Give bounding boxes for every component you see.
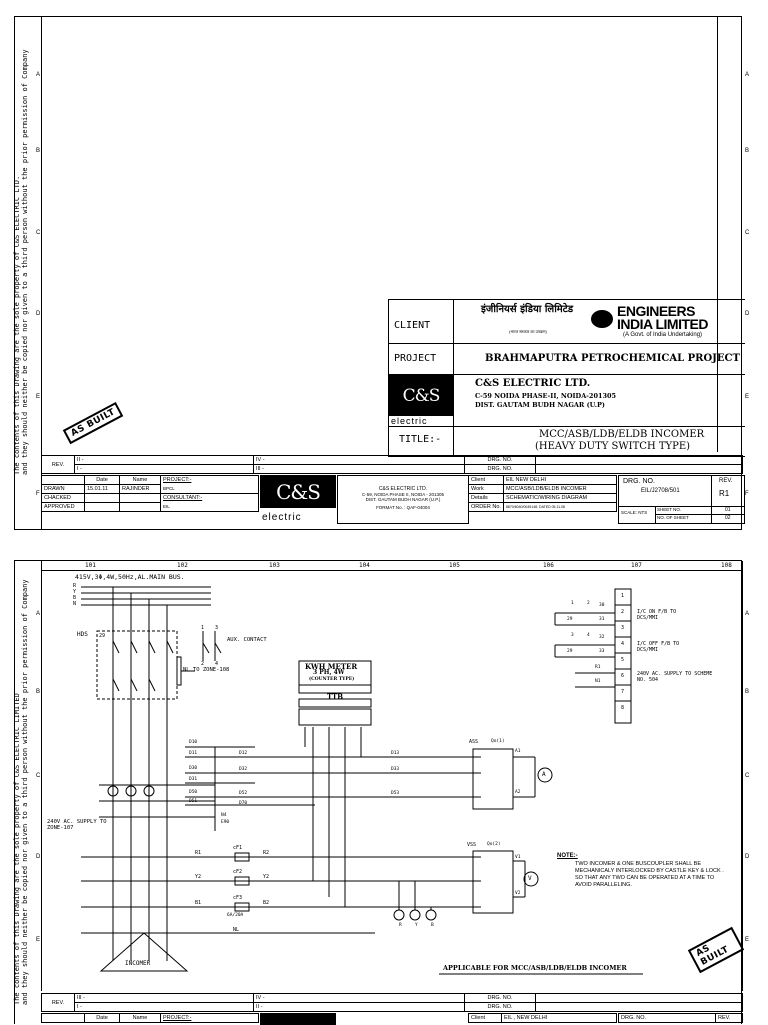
drg-no-label: DRG. NO. [465,994,536,1003]
ass-box [473,749,513,809]
no-of-sheet: 02 [725,515,731,521]
details-key: Details [469,494,504,503]
column-number: 108 [721,562,732,569]
row-marker: E [745,937,750,943]
wire-label: D53 [391,791,400,796]
drawn-label: DRAWN [42,485,85,494]
rev-label: REV. [42,456,75,474]
hds-label: HDS [77,631,88,638]
column-number: 107 [631,562,642,569]
fuse-label: cF1 [233,845,243,851]
rev-row: II - [75,456,254,465]
project-value: BPCL [161,485,259,494]
note-title: NOTE:- [557,853,578,859]
wire-label: D70 [239,801,248,806]
fuse-label: cF3 [233,895,243,901]
terminal-number: 6 [621,673,625,679]
rev-value: R1 [719,489,730,498]
vss-qty: Qo(2) [487,842,501,847]
switch-num: 29 [567,617,573,622]
row-marker: E [36,394,41,400]
kwh-sub2: (COUNTER TYPE) [309,677,355,682]
row-marker: B [36,689,41,695]
wire-label: D51 [189,799,198,804]
aux-num: 3 [215,625,219,631]
row-marker: E [36,937,41,943]
lamp-icon [410,910,420,920]
approval-table-2 [41,1013,259,1023]
drg-no-head: DRG. NO. [619,1014,716,1023]
row-marker: B [745,148,750,154]
switch-num: 29 [567,649,573,654]
rev-label: REV. [42,994,75,1012]
client-key: Client [469,476,504,485]
col-date: Date [85,476,120,485]
fuse-label: cF2 [233,869,243,875]
column-number: 106 [543,562,554,569]
terminal-number: 4 [621,641,625,647]
wire-label: D10 [189,740,198,745]
v-label: V1 [515,855,521,860]
lamp-icon [426,910,436,920]
company-small-addr1: C-59, NOIDA PHASE II, NOIDA - 201305 [361,492,445,497]
wire-label: D30 [189,766,198,771]
eil-name-line1: ENGINEERS [617,303,695,319]
lamp-label: Y [415,923,418,928]
aux-num: 4 [215,661,219,667]
row-marker: A [745,72,750,78]
note-text: TWO INCOMER & ONE BUSCOUPLER SHALL BE MECHANICALY INTERLOCKED BY CASTLE KEY & LOCK . SO THAT ANY TWO CAN BE OPERATED AT A TIME TO AVOID PARALLELING. [575,861,724,888]
title-line-1: MCC/ASB/LDB/ELDB INCOMER [539,429,705,440]
eil-name-line2: INDIA LIMITED [617,316,708,332]
approved-label: APPROVED [42,503,85,512]
rev-row: IV - [254,456,465,465]
row-marker: F [745,491,749,497]
row-marker: D [36,311,41,317]
rev-head: REV. [716,1014,743,1023]
switch-num: 4 [587,633,590,638]
client-value: EIL , NEW DELHI [502,1014,617,1023]
schematic-sheet [13,560,750,1024]
row-marker: D [745,311,750,317]
eil-hindi-sub: (भारत सरकार का उपक्रम) [509,329,547,334]
terminal-number: 8 [621,705,625,711]
wire-label: D11 [189,751,198,756]
wire-label: D52 [239,791,248,796]
fuse-right: R2 [263,850,270,856]
rev-row: III - [254,465,465,474]
row-marker: F [36,491,40,497]
client-label: CLIENT [394,320,431,331]
ic-off-note: I/C OFF F/B TO DCS/MMI [637,641,680,653]
work-info-table-2 [468,1013,617,1023]
column-number: 103 [269,562,280,569]
ic-on-note: I/C ON F/B TO DCS/MMI [637,609,677,621]
drg-no-label: DRG. NO. [465,465,536,474]
copyright-line-1: The contents of this Drawing are the sole property of C&S ELECTRIC LIMITED [13,693,21,1005]
cs-logo [389,375,453,416]
client-key: Client [469,1014,502,1023]
a-label: A2 [515,790,521,795]
drawn-name: RAJINDER [120,485,161,494]
column-number: 105 [449,562,460,569]
phase-label: N [73,601,77,607]
rev-row: II - [254,1003,465,1012]
fuse-rating: 6A/20A [227,913,244,918]
cs-logo-text: C&S [402,385,440,406]
col-name: Name [120,476,161,485]
details-value: SCHEMATIC/WIRING DIAGRAM [503,494,616,503]
terminal-number: 3 [621,625,625,631]
column-number: 102 [177,562,188,569]
n4-label: N4 [221,813,227,818]
row-marker: C [36,773,41,779]
eil-logo [481,304,731,342]
row-marker: C [36,230,41,236]
e90-label: E90 [221,820,230,825]
no-of-sheet-label: NO. OF SHEET [657,515,689,520]
switch-num: 1 [571,601,574,606]
ammeter-label: A [542,771,546,778]
drg-no-block [618,475,745,524]
fuse-right: Y2 [263,874,270,880]
row-marker: B [745,689,750,695]
voltmeter-label: V [528,875,532,882]
switch-num: 32 [599,635,605,640]
row-marker: A [745,611,750,617]
phase-label: Y [73,589,77,595]
company-small-block [337,475,469,524]
incomer-label: INCOMER [125,960,151,967]
cover-sheet [13,16,750,530]
eil-sub: (A Govt. of India Undertaking) [623,332,703,338]
a-label: A1 [515,749,521,754]
wire-label: D12 [239,751,248,756]
company-small-addr2: DIST. GAUTAM BUDH NAGAR (U.P.) [365,497,441,502]
drg-no-label: DRG. NO. [465,456,536,465]
phase-label: R [73,583,77,589]
kwh-title: KWH METER [305,662,358,671]
vss-box [473,851,513,913]
wire-label: D31 [189,777,198,782]
terminal-number: 2 [621,609,625,615]
kwh-sub: 3 PH, 4W [313,669,345,676]
row-marker: D [745,854,750,860]
switch-num: N1 [595,679,601,684]
switch-num: 3 [571,633,574,638]
copyright-line-1: The contents of this Drawing are the sole property of C&S ELECTRIC LTD. [13,175,21,475]
column-number: 101 [85,562,96,569]
copyright-line-2: and they should neither be copied nor given to a third person without the prior permission of Company [21,49,29,475]
to-zone-108: NL TO ZONE-108 [183,667,230,673]
rev-row: I - [75,1003,254,1012]
drawn-date: 15.01.11 [85,485,120,494]
copyright-line-2: and they should neither be copied nor given to a third person without the prior permission of Company [21,579,29,1005]
hds-box [97,631,177,699]
consultant-label: CONSULTANT:- [161,494,259,503]
row-marker: E [745,394,750,400]
ttb-label: TTB [327,692,344,701]
cs-logo-small-sub: electric [262,512,302,523]
wire-label: D32 [239,767,248,772]
title-label: TITLE:- [399,434,442,445]
cs-logo-small-text: C&S [276,479,320,504]
phase-label: B [73,595,77,601]
order-key: ORDER No. [469,503,504,512]
row-marker: B [36,148,41,154]
company-small-name: C&S ELECTRIC LTD. [378,486,428,492]
as-built-stamp: AS BUILT [63,402,124,445]
row-marker: C [745,230,750,236]
eil-hindi-wordmark: इंजीनियर्स इंडिया लिमिटेड [481,304,574,315]
wire-label: D33 [391,767,400,772]
switch-num: 31 [599,617,605,622]
revision-table-2 [41,993,743,1012]
lamp-label: B [431,923,434,928]
drg-no-table-2 [618,1013,743,1023]
aux-num: 2 [201,661,205,667]
lamp-icon [394,910,404,920]
project-label-small: PROJECT:- [161,1014,259,1023]
drg-no-label: DRG. NO. [465,1003,536,1012]
wire-label: D13 [391,751,400,756]
bus-label: 415V,3Φ,4W,50Hz,AL.MAIN BUS. [75,573,185,581]
ass-label: ASS [469,739,479,745]
applicable-note: APPLICABLE FOR MCC/ASB/LDB/ELDB INCOMER [443,964,627,972]
fuse-left: R1 [195,850,202,856]
project-label-small: PROJECT:- [161,476,259,485]
wire-label: D50 [189,790,198,795]
lamp-label: R [399,923,402,928]
cover-info-block [388,299,745,457]
drg-no-head: DRG. NO. [623,478,655,485]
rev-row: I - [75,465,254,474]
row-marker: C [745,773,750,779]
rev-row: IV - [254,994,465,1003]
rev-head: REV. [719,478,733,484]
company-name: C&S ELECTRIC LTD. [475,378,591,389]
checked-label: CHACKED [42,494,85,503]
order-value: 8870/6040/0049148, DATED 05.11.08 [503,503,616,512]
fuse-left: B1 [195,900,202,906]
hds-num: 29 [99,633,106,639]
switch-num: 2 [587,601,590,606]
work-key: Work [469,485,504,494]
switch-num: 30 [599,603,605,608]
supply-note: 240V AC. SUPPLY TO ZONE-107 [47,819,107,831]
terminal-number: 1 [621,593,625,599]
fuse-right: B2 [263,900,270,906]
approval-table [41,475,259,512]
company-addr-1: C-59 NOIDA PHASE-II, NOIDA-201305 [475,392,617,400]
cs-logo-sub: electric [391,416,428,426]
cs-logo-small [260,475,336,508]
project-label: PROJECT [394,353,437,364]
company-addr-2: DIST. GAUTAM BUDH NAGAR (U.P) [475,401,605,409]
terminal-number: 7 [621,689,625,695]
col-date: Date [85,1014,120,1023]
col-name: Name [120,1014,161,1023]
schematic-wiring [15,561,743,991]
v-label: V2 [515,891,521,896]
cs-logo-small-2 [260,1013,336,1025]
copyright-note [13,49,29,475]
work-info-table [468,475,617,512]
consultant-value: EIL [161,503,259,512]
switch-num: R1 [595,665,601,670]
row-marker: D [36,854,41,860]
row-marker: A [36,611,41,617]
supply-504-note: 240V AC. SUPPLY TO SCHEME NO. 504 [637,671,713,683]
sheet-no-label: SHEET NO. [657,507,682,512]
scale: SCALE: NTS [621,510,648,515]
sheet-no: 01 [725,507,731,513]
eil-emblem-icon [591,310,613,328]
vss-label: VSS [467,842,477,848]
client-value: EIL NEW DELHI [503,476,616,485]
rev-row: III - [75,994,254,1003]
column-number: 104 [359,562,370,569]
ass-qty: Qo(1) [491,739,505,744]
format-no: FORMAT No. : QAF-04004 [376,505,430,510]
aux-num: 1 [201,625,205,631]
work-value: MCC/ASB/LDB/ELDB INCOMER [503,485,616,494]
revision-table [41,455,743,474]
fuse-left: Y2 [195,874,202,880]
title-line-2: (HEAVY DUTY SWITCH TYPE) [535,441,691,452]
row-marker: A [36,72,41,78]
terminal-number: 5 [621,657,625,663]
aux-contact-label: AUX. CONTACT [227,637,267,643]
as-built-stamp-2: AS BUILT [688,927,744,973]
drg-no-value: EIL/J2708/501 [641,488,680,494]
neutral-label: NL [233,927,240,933]
project-name: BRAHMAPUTRA PETROCHEMICAL PROJECT [485,353,740,364]
switch-num: 33 [599,649,605,654]
